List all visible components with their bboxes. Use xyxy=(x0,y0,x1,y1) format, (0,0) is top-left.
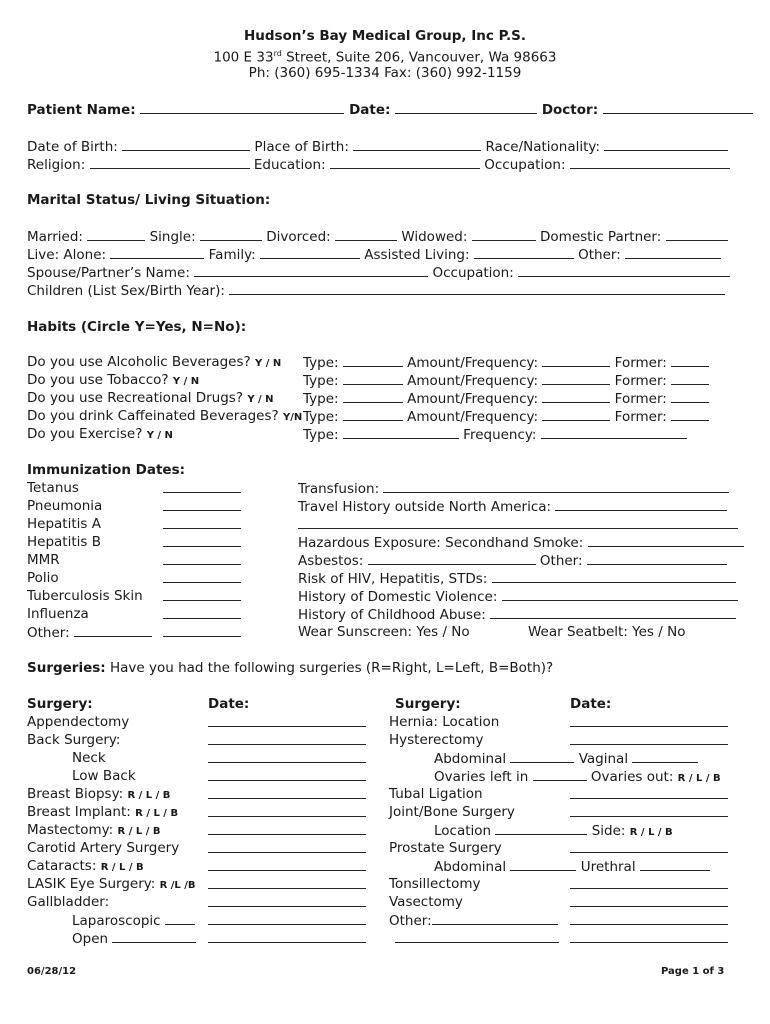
divorced-field[interactable] xyxy=(335,227,397,241)
surgery-date-field[interactable] xyxy=(208,911,366,925)
living-other-field[interactable] xyxy=(625,245,721,259)
surgery-item: Cataracts: R / L / B xyxy=(27,858,144,874)
dob-row: Date of Birth: Place of Birth: Race/Nationality: xyxy=(27,137,728,156)
surgery-date-field[interactable] xyxy=(570,911,728,925)
type-field[interactable] xyxy=(343,389,403,403)
org-phone: Ph: (360) 695-1334 Fax: (360) 992-1159 xyxy=(248,65,522,81)
surgery-date-field[interactable] xyxy=(208,731,366,745)
surgery-item: Hernia: Location xyxy=(389,714,500,730)
type-field[interactable] xyxy=(343,371,403,385)
surgery-date-field[interactable] xyxy=(208,767,366,781)
marital-heading: Marital Status/ Living Situation: xyxy=(27,192,271,208)
surgery-other-field-2[interactable] xyxy=(395,929,559,943)
spouse-occupation-field[interactable] xyxy=(518,263,730,277)
patient-name-field[interactable] xyxy=(140,100,344,114)
surgery-date-field[interactable] xyxy=(208,749,366,763)
col-date-left: Date: xyxy=(208,696,250,712)
vaginal-field[interactable] xyxy=(632,749,698,763)
patient-name-row: Patient Name: Date: Doctor: xyxy=(27,100,753,119)
surgery-item: Vasectomy xyxy=(389,894,463,910)
immunization-date-field[interactable] xyxy=(163,569,241,583)
surgery-item: Joint/Bone Surgery xyxy=(389,804,515,820)
travel-field[interactable] xyxy=(555,497,727,511)
surgery-date-field[interactable] xyxy=(570,803,728,817)
footer-page: Page 1 of 3 xyxy=(661,966,725,977)
surgery-date-field[interactable] xyxy=(208,785,366,799)
surgery-date-field[interactable] xyxy=(570,785,728,799)
surgery-item: Other: xyxy=(389,911,558,930)
widowed-field[interactable] xyxy=(472,227,536,241)
col-surgery-left: Surgery: xyxy=(27,696,93,712)
pob-field[interactable] xyxy=(353,137,481,151)
surgery-item: Open xyxy=(72,929,196,948)
children-row: Children (List Sex/Birth Year): xyxy=(27,281,725,300)
ovaries-left-field[interactable] xyxy=(533,767,587,781)
surgery-item: Prostate Surgery xyxy=(389,840,502,856)
immunization-date-field[interactable] xyxy=(163,587,241,601)
marital-row: Married: Single: Divorced: Widowed: Domestic Partner: xyxy=(27,227,728,246)
immunization-date-field[interactable] xyxy=(163,515,241,529)
surgery-item: Abdominal Urethral xyxy=(434,857,710,876)
surgery-item: Laparoscopic xyxy=(72,911,195,930)
surgery-item: Breast Biopsy: R / L / B xyxy=(27,786,171,802)
habit-detail-row: Type: Frequency: xyxy=(303,425,687,444)
travel-row: Travel History outside North America: xyxy=(298,497,727,516)
sunscreen-text: Wear Sunscreen: Yes / No xyxy=(298,624,470,640)
frequency-field[interactable] xyxy=(541,425,687,439)
immunization-date-field[interactable] xyxy=(163,533,241,547)
former-field[interactable] xyxy=(671,389,709,403)
childhood-abuse-field[interactable] xyxy=(490,605,736,619)
surgery-item: Gallbladder: xyxy=(27,894,110,910)
surgery-date-field[interactable] xyxy=(570,929,728,943)
habit-detail-row: Type: Amount/Frequency: Former: xyxy=(303,389,709,408)
domestic-violence-field[interactable] xyxy=(502,587,738,601)
immunization-item: Hepatitis A xyxy=(27,516,101,532)
immunization-item: Influenza xyxy=(27,606,89,622)
asbestos-field[interactable] xyxy=(368,551,536,565)
surgery-item: Location Side: R / L / B xyxy=(434,823,673,839)
spouse-row: Spouse/Partner’s Name: Occupation: xyxy=(27,263,730,282)
surgery-item: Tonsillectomy xyxy=(389,876,481,892)
amount-field[interactable] xyxy=(542,353,610,367)
surgery-date-field[interactable] xyxy=(208,893,366,907)
surgery-date-field[interactable] xyxy=(570,875,728,889)
col-date-right: Date: xyxy=(570,696,612,712)
alone-field[interactable] xyxy=(110,245,204,259)
spouse-field[interactable] xyxy=(194,263,428,277)
hiv-row: Risk of HIV, Hepatitis, STDs: xyxy=(298,569,736,588)
assisted-field[interactable] xyxy=(474,245,574,259)
transfusion-row: Transfusion: xyxy=(298,479,729,498)
transfusion-field[interactable] xyxy=(383,479,729,493)
habit-detail-row: Type: Amount/Frequency: Former: xyxy=(303,407,709,426)
seatbelt-text: Wear Seatbelt: Yes / No xyxy=(528,624,686,640)
surgery-date-field[interactable] xyxy=(208,803,366,817)
surgery-date-field[interactable] xyxy=(570,893,728,907)
single-field[interactable] xyxy=(200,227,262,241)
surgery-date-field[interactable] xyxy=(208,821,366,835)
hazard-field[interactable] xyxy=(588,533,744,547)
surgery-item: Appendectomy xyxy=(27,714,130,730)
immunization-item: Tuberculosis Skin xyxy=(27,588,143,604)
travel-field-2[interactable] xyxy=(298,515,738,529)
surgery-item: Abdominal Vaginal xyxy=(434,749,698,768)
urethral-field[interactable] xyxy=(640,857,710,871)
type-field[interactable] xyxy=(343,353,403,367)
living-row: Live: Alone: Family: Assisted Living: Other: xyxy=(27,245,721,264)
surgery-item: Ovaries left in Ovaries out: R / L / B xyxy=(434,769,721,785)
habit-detail-row: Type: Amount/Frequency: Former: xyxy=(303,353,709,372)
date-field[interactable] xyxy=(395,100,537,114)
location-field[interactable] xyxy=(495,821,587,835)
laparoscopic-field[interactable] xyxy=(165,911,195,925)
surgery-item: LASIK Eye Surgery: R /L /B xyxy=(27,876,196,892)
amount-field[interactable] xyxy=(542,371,610,385)
immunization-date-field[interactable] xyxy=(163,623,241,637)
habit-question: Do you Exercise? Y / N xyxy=(27,426,173,442)
surgery-date-field[interactable] xyxy=(208,929,366,943)
surgery-date-field[interactable] xyxy=(208,875,366,889)
prostate-abdominal-field[interactable] xyxy=(510,857,576,871)
immunization-item: Tetanus xyxy=(27,480,79,496)
children-field[interactable] xyxy=(229,281,725,295)
surgery-item: Hysterectomy xyxy=(389,732,484,748)
religion-field[interactable] xyxy=(90,155,250,169)
surgery-item: Mastectomy: R / L / B xyxy=(27,822,161,838)
immunization-date-field[interactable] xyxy=(163,479,241,493)
surgery-item: Low Back xyxy=(72,768,136,784)
hiv-field[interactable] xyxy=(492,569,736,583)
habit-detail-row: Type: Amount/Frequency: Former: xyxy=(303,371,709,390)
dob-field[interactable] xyxy=(122,137,250,151)
former-field[interactable] xyxy=(671,353,709,367)
exposure-other-field[interactable] xyxy=(587,551,727,565)
type-field[interactable] xyxy=(343,425,459,439)
open-field[interactable] xyxy=(112,929,196,943)
col-surgery-right: Surgery: xyxy=(395,696,461,712)
asbestos-row: Asbestos: Other: xyxy=(298,551,727,570)
immunization-heading: Immunization Dates: xyxy=(27,462,185,478)
habits-heading: Habits (Circle Y=Yes, N=No): xyxy=(27,319,247,335)
immunization-item: MMR xyxy=(27,552,60,568)
race-field[interactable] xyxy=(604,137,728,151)
surgery-item: Carotid Artery Surgery xyxy=(27,840,180,856)
surgery-date-field[interactable] xyxy=(208,713,366,727)
immunization-date-field[interactable] xyxy=(163,497,241,511)
habit-question: Do you drink Caffeinated Beverages? Y/N xyxy=(27,408,303,424)
habit-question: Do you use Alcoholic Beverages? Y / N xyxy=(27,354,282,370)
surgery-date-field[interactable] xyxy=(570,839,728,853)
type-field[interactable] xyxy=(343,407,403,421)
doctor-field[interactable] xyxy=(603,100,753,114)
surgery-date-field[interactable] xyxy=(208,839,366,853)
surgery-item: Neck xyxy=(72,750,106,766)
habit-question: Do you use Tobacco? Y / N xyxy=(27,372,200,388)
married-field[interactable] xyxy=(87,227,145,241)
former-field[interactable] xyxy=(671,407,709,421)
occupation-field[interactable] xyxy=(570,155,730,169)
hazard-row: Hazardous Exposure: Secondhand Smoke: xyxy=(298,533,744,552)
immunization-item: Polio xyxy=(27,570,59,586)
immunization-item: Pneumonia xyxy=(27,498,103,514)
immunization-item: Hepatitis B xyxy=(27,534,101,550)
immunization-other-field[interactable] xyxy=(74,623,152,637)
amount-field[interactable] xyxy=(542,407,610,421)
surgery-date-field[interactable] xyxy=(570,731,728,745)
org-address: 100 E 33rd Street, Suite 206, Vancouver, Wa 98663 xyxy=(213,49,557,66)
immunization-date-field[interactable] xyxy=(163,605,241,619)
religion-row: Religion: Education: Occupation: xyxy=(27,155,730,174)
childhood-row: History of Childhood Abuse: xyxy=(298,605,736,624)
immunization-date-field[interactable] xyxy=(163,551,241,565)
surgery-item: Breast Implant: R / L / B xyxy=(27,804,179,820)
surgery-item: Back Surgery: xyxy=(27,732,121,748)
surgery-date-field[interactable] xyxy=(570,713,728,727)
surgery-date-field[interactable] xyxy=(208,857,366,871)
footer-date: 06/28/12 xyxy=(27,966,77,977)
domestic-row: History of Domestic Violence: xyxy=(298,587,738,606)
habit-question: Do you use Recreational Drugs? Y / N xyxy=(27,390,274,406)
domestic-field[interactable] xyxy=(666,227,728,241)
immunization-item: Other: xyxy=(27,623,152,642)
org-name: Hudson’s Bay Medical Group, Inc P.S. xyxy=(243,28,526,44)
surgeries-heading: Surgeries: Have you had the following surgeries (R=Right, L=Left, B=Both)? xyxy=(27,660,554,676)
former-field[interactable] xyxy=(671,371,709,385)
education-field[interactable] xyxy=(330,155,480,169)
surgery-other-field[interactable] xyxy=(432,911,558,925)
abdominal-field[interactable] xyxy=(510,749,574,763)
surgery-item: Tubal Ligation xyxy=(389,786,483,802)
family-field[interactable] xyxy=(260,245,360,259)
amount-field[interactable] xyxy=(542,389,610,403)
